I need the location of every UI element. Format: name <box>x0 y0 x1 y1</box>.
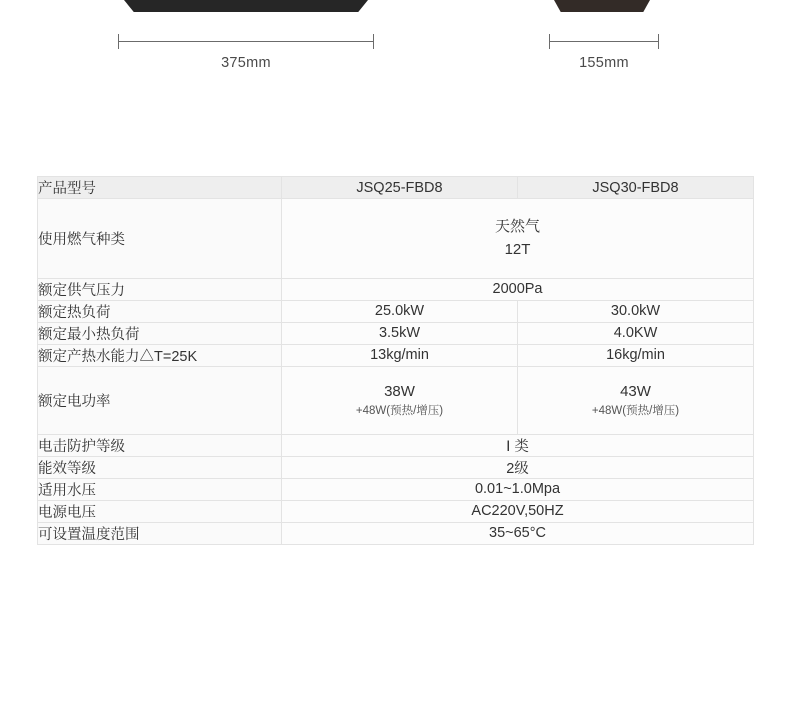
table-row <box>38 199 754 279</box>
header-label-cell: 产品型号 <box>38 177 282 199</box>
row-value-gas-type-line2: 12T <box>504 241 531 259</box>
row-value-rated-heat-load-b: 30.0kW <box>518 300 754 322</box>
row-value-gas-type <box>282 199 754 279</box>
specification-table <box>37 176 754 545</box>
dimension-label-depth: 155mm <box>579 55 629 71</box>
product-image-area <box>0 0 790 92</box>
row-value-rated-power-a <box>282 366 518 434</box>
row-value-rated-power-b-note: +48W(预热/增压) <box>591 404 680 417</box>
row-label-rated-heat-load: 额定热负荷 <box>38 300 282 322</box>
table-row <box>38 478 754 500</box>
row-value-gas-type-line1: 天然气 <box>494 218 540 235</box>
table-row <box>38 366 754 434</box>
row-value-rated-power-b-main: 43W <box>620 382 651 400</box>
row-label-energy-grade: 能效等级 <box>38 456 282 478</box>
row-value-shock-protection: Ⅰ 类 <box>282 434 754 456</box>
row-value-temp-range: 35~65°C <box>282 522 754 544</box>
row-value-min-heat-load-b: 4.0KW <box>518 322 754 344</box>
row-value-rated-heat-load-a: 25.0kW <box>282 300 518 322</box>
row-label-water-pressure: 适用水压 <box>38 478 282 500</box>
row-label-min-heat-load: 额定最小热负荷 <box>38 322 282 344</box>
row-label-gas-type: 使用燃气种类 <box>38 199 282 279</box>
row-value-water-pressure: 0.01~1.0Mpa <box>282 478 754 500</box>
table-row <box>38 322 754 344</box>
row-value-gas-pressure: 2000Pa <box>282 278 754 300</box>
table-row <box>38 522 754 544</box>
table-header-row <box>38 177 754 199</box>
row-label-power-supply: 电源电压 <box>38 500 282 522</box>
row-value-energy-grade: 2级 <box>282 456 754 478</box>
dimension-line-width <box>118 41 374 42</box>
specification-table-wrapper <box>37 176 753 545</box>
row-label-hot-water-capacity: 额定产热水能力△T=25K <box>38 344 282 366</box>
row-label-rated-power: 额定电功率 <box>38 366 282 434</box>
table-row <box>38 300 754 322</box>
header-model-a-cell: JSQ25-FBD8 <box>282 177 518 199</box>
row-label-shock-protection: 电击防护等级 <box>38 434 282 456</box>
table-row <box>38 278 754 300</box>
dimension-label-width: 375mm <box>221 55 271 71</box>
row-value-rated-power-a-note: +48W(预热/增压) <box>355 404 444 417</box>
water-heater-front-base-icon <box>124 0 368 12</box>
row-value-min-heat-load-a: 3.5kW <box>282 322 518 344</box>
table-row <box>38 344 754 366</box>
row-value-hot-water-capacity-a: 13kg/min <box>282 344 518 366</box>
row-label-temp-range: 可设置温度范围 <box>38 522 282 544</box>
row-value-power-supply: AC220V,50HZ <box>282 500 754 522</box>
row-value-rated-power-a-main: 38W <box>384 382 415 400</box>
table-row <box>38 500 754 522</box>
table-row <box>38 456 754 478</box>
row-value-hot-water-capacity-b: 16kg/min <box>518 344 754 366</box>
dimension-line-depth <box>549 41 659 42</box>
header-model-b-cell: JSQ30-FBD8 <box>518 177 754 199</box>
row-value-rated-power-b <box>518 366 754 434</box>
row-label-gas-pressure: 额定供气压力 <box>38 278 282 300</box>
table-row <box>38 434 754 456</box>
water-heater-side-base-icon <box>554 0 650 12</box>
